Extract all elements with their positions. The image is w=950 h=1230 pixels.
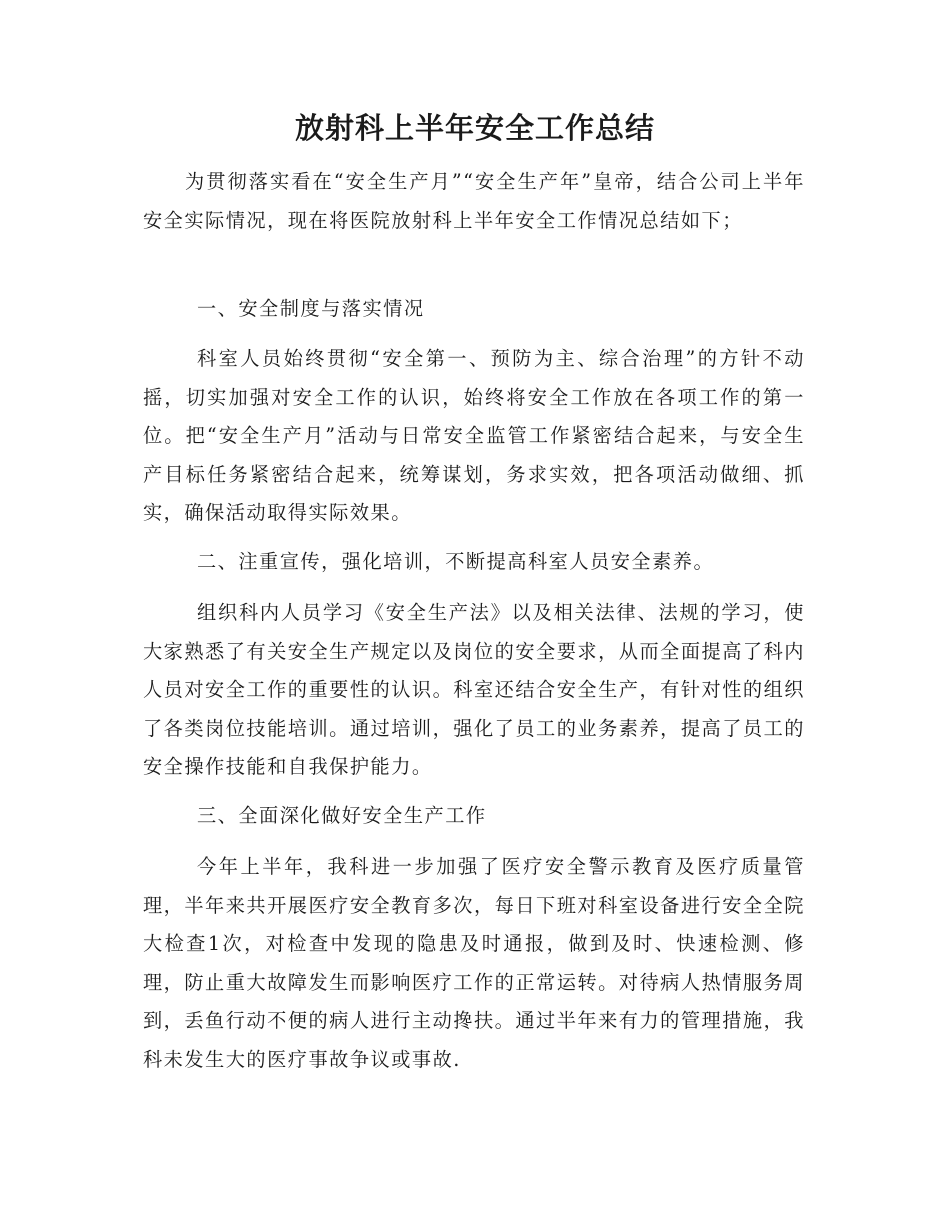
section-3-heading: 三、全面深化做好安全生产工作 [197, 804, 487, 827]
section-2-body: 组织科内人员学习《安全生产法》以及相关法律、法规的学习，使大家熟悉了有关安全生产规定以及岗位的安全要求，从而全面提高了科内人员对安全工作的重要性的认识。科室还结合安全生产，有针对性的组织了各类岗位技能培训。通过培训，强化了员工的业务素养，提高了员工的安全操作技能和自我保护能力。 [143, 601, 805, 778]
document-title: 放射科上半年安全工作总结 [294, 111, 655, 145]
section-3-body: 今年上半年，我科进一步加强了医疗安全警示教育及医疗质量管理，半年来共开展医疗安全教育多次，每日下班对科室设备进行安全全院大检查1次，对检查中发现的隐患及时通报，做到及时、快速检测、修理，防止重大故障发生而影响医疗工作的正常运转。对待病人热情服务周到，丢鱼行动不便的病人进行主动搀扶。通过半年来有力的管理措施，我科未发生大的医疗事故争议或事故. [143, 855, 805, 1071]
intro-paragraph: 为贯彻落实看在“安全生产月”“安全生产年”皇帝，结合公司上半年安全实际情况，现在将医院放射科上半年安全工作情况总结如下； [143, 170, 805, 232]
section-1-body: 科室人员始终贯彻“安全第一、预防为主、综合治理”的方针不动摇，切实加强对安全工作的认识，始终将安全工作放在各项工作的第一位。把“安全生产月”活动与日常安全监管工作紧密结合起来，与安全生产目标任务紧密结合起来，统筹谋划，务求实效，把各项活动做细、抓实，确保活动取得实际效果。 [143, 347, 805, 524]
section-1-heading: 一、安全制度与落实情况 [197, 297, 425, 320]
section-2-heading: 二、注重宣传，强化培训，不断提高科室人员安全素养。 [197, 550, 715, 573]
